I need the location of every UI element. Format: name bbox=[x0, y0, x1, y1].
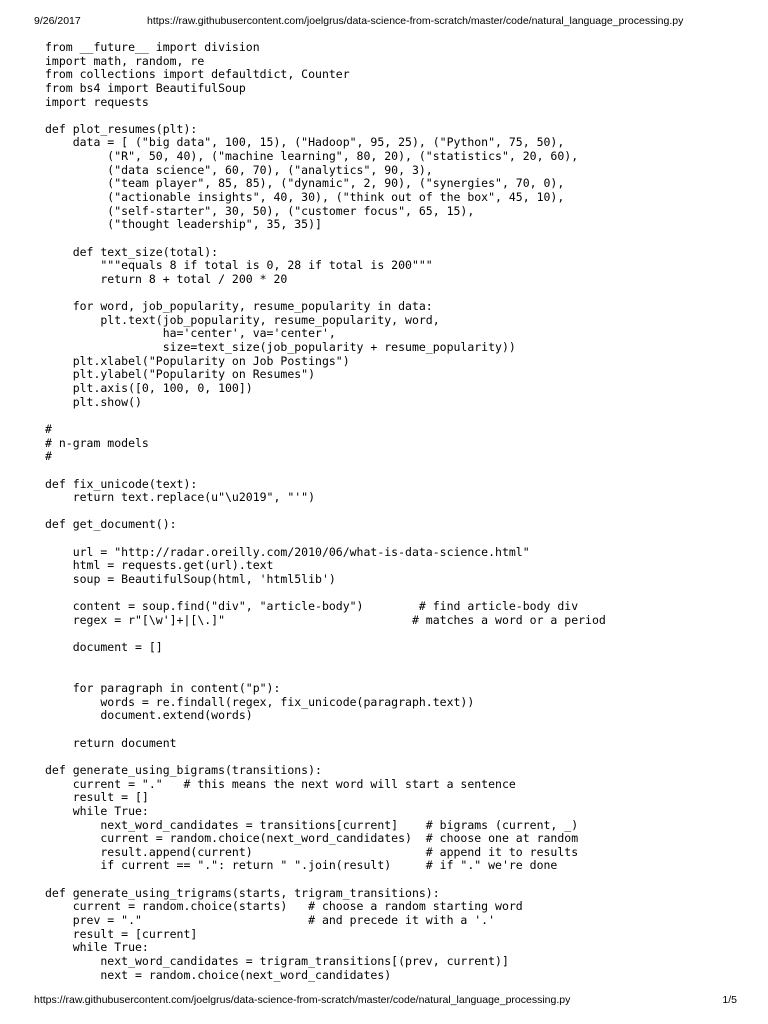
code-line: url = "http://radar.oreilly.com/2010/06/what-is-data-science.html" bbox=[45, 544, 530, 559]
code-line: def plot_resumes(plt): bbox=[45, 121, 198, 136]
code-line: next_word_candidates = transitions[current] # bigrams (current, _) bbox=[45, 817, 579, 832]
code-line: return 8 + total / 200 * 20 bbox=[45, 271, 288, 286]
print-header bbox=[0, 15, 768, 29]
code-line bbox=[45, 409, 606, 423]
code-line: result.append(current) # append it to results bbox=[45, 844, 579, 859]
code-line bbox=[45, 587, 606, 601]
code-line: return document bbox=[45, 735, 177, 750]
code-line: for paragraph in content("p"): bbox=[45, 681, 281, 696]
code-line: regex = r"[\w']+|[\.]" # matches a word or a period bbox=[45, 612, 606, 627]
code-line: from __future__ import division bbox=[45, 40, 260, 54]
code-line: document = [] bbox=[45, 640, 163, 655]
code-line: import math, random, re bbox=[45, 53, 205, 68]
code-line: while True: bbox=[45, 803, 149, 818]
code-line: # n-gram models bbox=[45, 435, 149, 450]
code-line: current = "." # this means the next word will start a sentence bbox=[45, 776, 516, 791]
code-line: soup = BeautifulSoup(html, 'html5lib') bbox=[45, 571, 336, 586]
code-line: if current == ".": return " ".join(result) # if "." we're done bbox=[45, 858, 558, 873]
source-url-header: https://raw.githubusercontent.com/joelgrus/data-science-from-scratch/master/code/natural_language_processing.py bbox=[147, 15, 684, 27]
code-line bbox=[45, 723, 606, 737]
code-line: content = soup.find("div", "article-body") # find article-body div bbox=[45, 599, 579, 614]
code-line: # bbox=[45, 421, 52, 436]
code-line: while True: bbox=[45, 940, 149, 955]
code-line bbox=[45, 750, 606, 764]
code-line bbox=[45, 668, 606, 682]
code-line: from collections import defaultdict, Counter bbox=[45, 67, 350, 82]
code-line bbox=[45, 109, 606, 123]
code-line: plt.text(job_popularity, resume_popularity, word, bbox=[45, 312, 440, 327]
code-line: ("actionable insights", 40, 30), ("think out of the box", 45, 10), bbox=[45, 190, 565, 205]
code-line: from bs4 import BeautifulSoup bbox=[45, 80, 246, 95]
code-line: return text.replace(u"\u2019", "'") bbox=[45, 490, 316, 505]
code-line bbox=[45, 873, 606, 887]
code-line: html = requests.get(url).text bbox=[45, 558, 274, 573]
code-line: # bbox=[45, 449, 52, 464]
code-line: size=text_size(job_popularity + resume_popularity)) bbox=[45, 340, 516, 355]
code-line bbox=[45, 287, 606, 301]
code-line: words = re.findall(regex, fix_unicode(paragraph.text)) bbox=[45, 694, 475, 709]
code-line: def get_document(): bbox=[45, 517, 177, 532]
code-line: result = [] bbox=[45, 790, 149, 805]
code-line bbox=[45, 232, 606, 246]
code-line: def generate_using_bigrams(transitions): bbox=[45, 762, 322, 777]
code-line: ("data science", 60, 70), ("analytics", 90, 3), bbox=[45, 162, 433, 177]
code-line: next = random.choice(next_word_candidates) bbox=[45, 967, 392, 982]
code-line: current = random.choice(starts) # choose a random starting word bbox=[45, 899, 523, 914]
code-line bbox=[45, 505, 606, 519]
print-footer bbox=[0, 994, 768, 1008]
code-line: def text_size(total): bbox=[45, 244, 219, 259]
code-line: next_word_candidates = trigram_transitions[(prev, current)] bbox=[45, 953, 509, 968]
code-line: plt.axis([0, 100, 0, 100]) bbox=[45, 381, 253, 396]
code-line: data = [ ("big data", 100, 15), ("Hadoop", 95, 25), ("Python", 75, 50), bbox=[45, 135, 565, 150]
code-line: plt.show() bbox=[45, 394, 142, 409]
code-line: def generate_using_trigrams(starts, trigram_transitions): bbox=[45, 885, 440, 900]
code-line: """equals 8 if total is 0, 28 if total is 200""" bbox=[45, 258, 433, 273]
code-line bbox=[45, 628, 606, 642]
code-line bbox=[45, 655, 606, 669]
code-line: result = [current] bbox=[45, 926, 198, 941]
source-url-footer: https://raw.githubusercontent.com/joelgrus/data-science-from-scratch/master/code/natural_language_processing.py bbox=[34, 994, 571, 1006]
code-line bbox=[45, 532, 606, 546]
code-line: ("R", 50, 40), ("machine learning", 80, 20), ("statistics", 20, 60), bbox=[45, 149, 579, 164]
code-line: ha='center', va='center', bbox=[45, 326, 336, 341]
code-line: ("team player", 85, 85), ("dynamic", 2, 90), ("synergies", 70, 0), bbox=[45, 176, 565, 191]
code-line: def fix_unicode(text): bbox=[45, 476, 198, 491]
code-line: ("thought leadership", 35, 35)] bbox=[45, 217, 322, 232]
code-line: current = random.choice(next_word_candidates) # choose one at random bbox=[45, 831, 579, 846]
code-line: prev = "." # and precede it with a '.' bbox=[45, 913, 496, 927]
code-listing bbox=[45, 41, 606, 982]
code-line bbox=[45, 464, 606, 478]
code-line: ("self-starter", 30, 50), ("customer focus", 65, 15), bbox=[45, 203, 475, 218]
code-line: for word, job_popularity, resume_popularity in data: bbox=[45, 299, 433, 314]
print-date: 9/26/2017 bbox=[34, 15, 81, 27]
page-number: 1/5 bbox=[722, 994, 737, 1006]
code-line: plt.ylabel("Popularity on Resumes") bbox=[45, 367, 316, 382]
code-line: plt.xlabel("Popularity on Job Postings") bbox=[45, 353, 350, 368]
code-line: document.extend(words) bbox=[45, 708, 253, 723]
code-line: import requests bbox=[45, 94, 149, 109]
